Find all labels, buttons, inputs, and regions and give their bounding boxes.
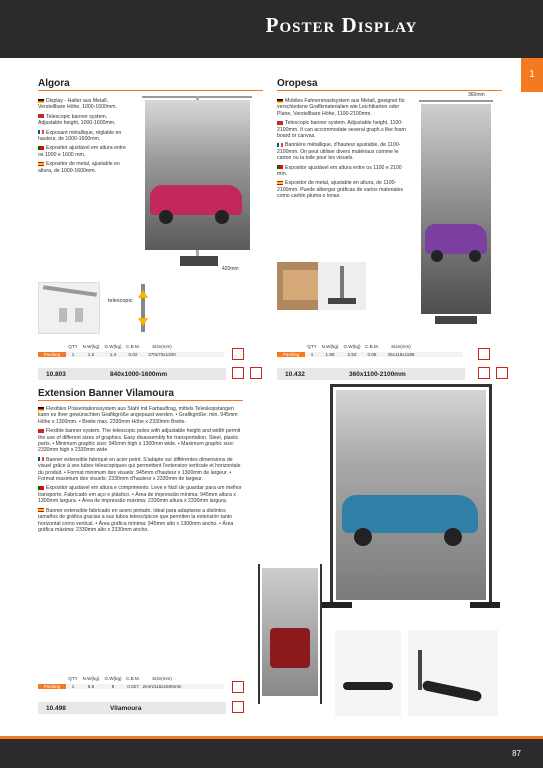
algora-spec-table: QTY N.W(kg) G.W(kg) C.B.M. Size(mm) Packing 1 1.2 1.4 0.02 270x70x1200 xyxy=(38,344,224,357)
spanish-flag-icon xyxy=(277,181,283,185)
french-flag-icon xyxy=(38,130,44,134)
vilamoura-code: 10.498 xyxy=(46,704,66,712)
oropesa-spec-table: QTY N.W(kg) G.W(kg) C.B.M. Size(mm) Packing 1 1.96 2.53 0.05 45x115x1185 xyxy=(277,344,463,357)
algora-dim-label: 420mm xyxy=(222,266,239,272)
french-flag-icon xyxy=(277,143,283,147)
telescopic-detail-image xyxy=(136,282,150,334)
algora-size: 840x1000-1600mm xyxy=(110,370,168,378)
oropesa-code-row xyxy=(277,368,465,380)
vilamoura-size: Vilamoura xyxy=(110,704,142,712)
page-number: 87 xyxy=(512,749,521,758)
oropesa-size: 360x1100-2100mm xyxy=(349,370,406,378)
oropesa-divider xyxy=(277,90,502,91)
algora-code: 10.803 xyxy=(46,370,66,378)
vilamoura-description: Flexibles Präsentationssystem aus Stahl mit Farbauftrag, mittels Teleskopstangen kann es ihrer gewünschten Grafikgröße angepasst werden. • Grafikgröße: min. 945mm Höhe x 1300mm. • Breite max. 2330mm Höhe x 2330mm Breite. Flexible banner system. The telescopic poles with adjustable height and width permit the use of different sizes of graphics. Easy disassembly for transportation. Steel, plastic parts. • Minimum graphic size: 945mm high x 1300mm wide. • Maximum graphic size: 2330mm high x 2330mm wide Banner extensible fabriqué en acier peint. S'adapte sur différentes dimensions de visuel grâce à ses tubes télescopiques qui permettent l'extension verticale et horizontale du produit. • Format minimum des visuels: 945mm d'hauteur x 1300mm de largeur. • Format maximum des visuels: 2330mm d'hauteur x 2330mm de largeur. Expositor ajustável em altura e comprimento. Leve e fácil de guardar para um melhor transporte. Fabricado em aço e plástico. • Área de impressão mínima: 945mm altura x 1300mm largura. • Área de impressão máxima: 2330mm altura x 2330mm largura. Banner extensible fabricado en acero pintado. Ideal para adaptarse a distintos tamaños de gráfica gracias a sus tubos telescópicos que permiten la extensión tanto horizontal como vertical. • Área gráfica mínima: 945mm alto x 1300mm ancho. • Área gráfica máxima: 2330mm alto x 2330mm ancho. xyxy=(38,406,242,533)
oropesa-product-image xyxy=(415,98,497,328)
vilamoura-base-detail-image xyxy=(408,630,498,716)
dimension-icon xyxy=(232,681,244,693)
uk-flag-icon xyxy=(277,121,283,125)
bag-icon xyxy=(478,367,490,379)
german-flag-icon xyxy=(38,99,44,103)
french-flag-icon xyxy=(38,457,44,461)
vilamoura-small-variant-image xyxy=(254,560,326,710)
spanish-flag-icon xyxy=(38,162,44,166)
vilamoura-spec-table: QTY N.W(kg) G.W(kg) C.B.M. Size(mm) Packing 1 6.6 8 0.027 2mm/115x1500mm xyxy=(38,676,224,689)
oropesa-title: Oropesa xyxy=(277,78,318,89)
vilamoura-foot-detail-image xyxy=(335,630,401,716)
arrow-up-icon xyxy=(138,290,148,298)
section-tab: 1 xyxy=(521,58,543,92)
portuguese-flag-icon xyxy=(277,165,283,169)
bag-icon xyxy=(232,701,244,713)
page-header xyxy=(0,0,543,58)
vilamoura-product-image xyxy=(322,380,500,620)
table-row: Packing 1 6.6 8 0.027 2mm/115x1500mm xyxy=(38,684,224,689)
vilamoura-divider xyxy=(38,400,243,401)
bag-icon xyxy=(232,367,244,379)
algora-product-image xyxy=(135,88,260,268)
print-icon xyxy=(250,367,262,379)
spanish-flag-icon xyxy=(38,508,44,512)
oropesa-description: Mobiles Fahnenmastsystem aus Metall, geeignet für verschiedene Grafikmaterialien wie Leichtkarton oder Plane, Verstellbare Höhe, 1100-2100mm. Telescopic banner system. Adjustable height, 1100-2100mm. It can accommodate several graph.s like foam board or canvas. Bannière métallique, d'hauteur ajustable, de 1100-2100mm. On peut utiliser divers matériaux comme le carton ou la toile pour les visuels. Expositor ajustável em altura entre os 1100 e 2100 mm. Expositor de metal, ajustable en altura, de 1100-2100mm. Puede albergar gráficas de varios materiales como cartón pluma o lonas. xyxy=(277,98,406,200)
german-flag-icon xyxy=(277,99,283,103)
print-icon xyxy=(496,367,508,379)
table-row: Packing 1 1.2 1.4 0.02 270x70x1200 xyxy=(38,352,224,357)
uk-flag-icon xyxy=(38,114,44,118)
arrow-down-icon xyxy=(138,318,148,326)
dimension-icon xyxy=(478,348,490,360)
german-flag-icon xyxy=(38,407,44,411)
algora-clip-detail-image xyxy=(38,282,100,334)
red-vintage-car-illustration xyxy=(270,628,310,668)
vilamoura-code-row xyxy=(38,702,226,714)
table-row: Packing 1 1.96 2.53 0.05 45x115x1185 xyxy=(277,352,463,357)
oropesa-code: 10.432 xyxy=(285,370,305,378)
oropesa-foot-detail-image xyxy=(318,262,366,310)
vilamoura-title: Extension Banner Vilamoura xyxy=(38,388,174,399)
page-footer xyxy=(0,739,543,768)
oropesa-dim-label: 360mm xyxy=(468,92,485,98)
portuguese-flag-icon xyxy=(38,146,44,150)
dimension-icon xyxy=(232,348,244,360)
page-title: Poster Display xyxy=(265,13,418,37)
uk-flag-icon xyxy=(38,429,44,433)
algora-code-row xyxy=(38,368,226,380)
algora-title: Algora xyxy=(38,78,70,89)
algora-description: Display - Halter aus Metall, Verstellbare Höhe, 1000-1600mm. Telescopic banner system. Adjustable height, 1000-1600mm. Exposant métallique, réglable en hauteur, de 1000-1600mm. Expositor ajustável em altura entre os 1000 e 1600 mm. Expositor de metal, ajustable en altura, de 1000-1600mm. xyxy=(38,98,126,174)
portuguese-flag-icon xyxy=(38,486,44,490)
telescopic-label: telescopic xyxy=(108,298,133,304)
